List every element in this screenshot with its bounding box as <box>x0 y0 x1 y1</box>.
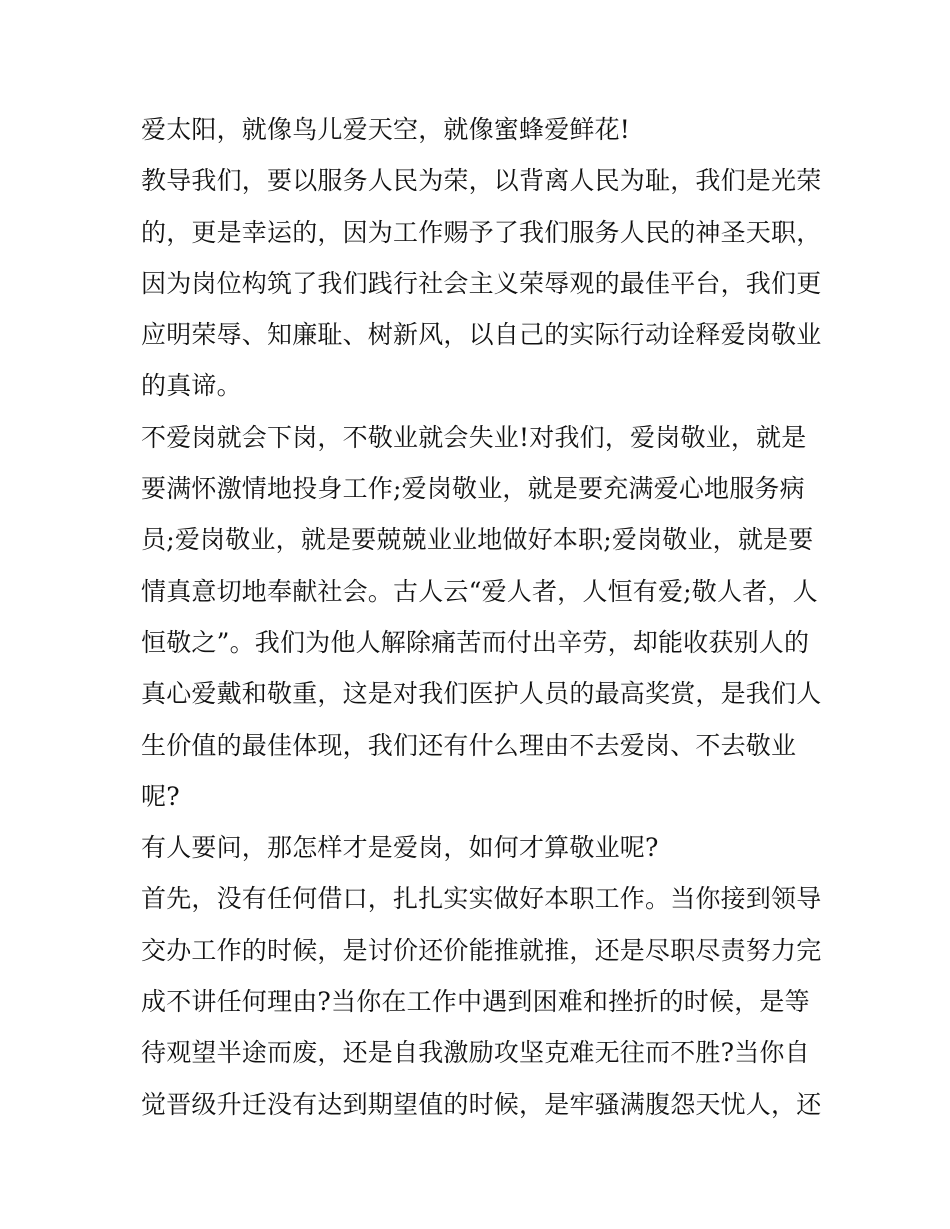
text-line: 员;爱岗敬业，就是要兢兢业业地做好本职;爱岗敬业，就是要 <box>141 525 814 555</box>
text-line: 应明荣辱、知廉耻、树新风，以自己的实际行动诠释爱岗敬业 <box>141 320 822 350</box>
body-text <box>141 104 821 1130</box>
text-line: 不爱岗就会下岗，不敬业就会失业!对我们，爱岗敬业，就是 <box>141 422 807 452</box>
text-line: 因为岗位构筑了我们践行社会主义荣辱观的最佳平台，我们更 <box>141 268 822 298</box>
text-line: 爱太阳，就像鸟儿爱天空，就像蜜蜂爱鲜花! <box>141 115 631 144</box>
text-line: 成不讲任何理由?当你在工作中遇到困难和挫折的时候，是等 <box>141 987 810 1017</box>
text-line: 生价值的最佳体现，我们还有什么理由不去爱岗、不去敬业 <box>141 730 797 760</box>
text-line: 教导我们，要以服务人民为荣，以背离人民为耻，我们是光荣 <box>141 166 822 196</box>
text-line: 待观望半途而废，还是自我激励攻坚克难无往而不胜?当你自 <box>141 1038 810 1068</box>
text-line: 情真意切地奉献社会。古人云“爱人者，人恒有爱;敬人者，人 <box>141 576 818 606</box>
text-line: 交办工作的时候，是讨价还价能推就推，还是尽职尽责努力完 <box>141 935 822 965</box>
text-line: 恒敬之”。我们为他人解除痛苦而付出辛劳，却能收获别人的 <box>141 627 810 657</box>
text-line: 首先，没有任何借口，扎扎实实做好本职工作。当你接到领导 <box>141 884 822 914</box>
text-line: 要满怀激情地投身工作;爱岗敬业，就是要充满爱心地服务病 <box>141 474 805 504</box>
text-line: 有人要问，那怎样才是爱岗，如何才算敬业呢? <box>141 833 659 863</box>
text-line: 觉晋级升迁没有达到期望值的时候，是牢骚满腹怨天忧人，还 <box>141 1089 822 1119</box>
text-line: 的真谛。 <box>141 371 242 401</box>
text-line: 真心爱戴和敬重，这是对我们医护人员的最高奖赏，是我们人 <box>141 679 822 709</box>
text-line: 的，更是幸运的，因为工作赐予了我们服务人民的神圣天职， <box>141 217 822 247</box>
text-line: 呢? <box>141 781 180 811</box>
